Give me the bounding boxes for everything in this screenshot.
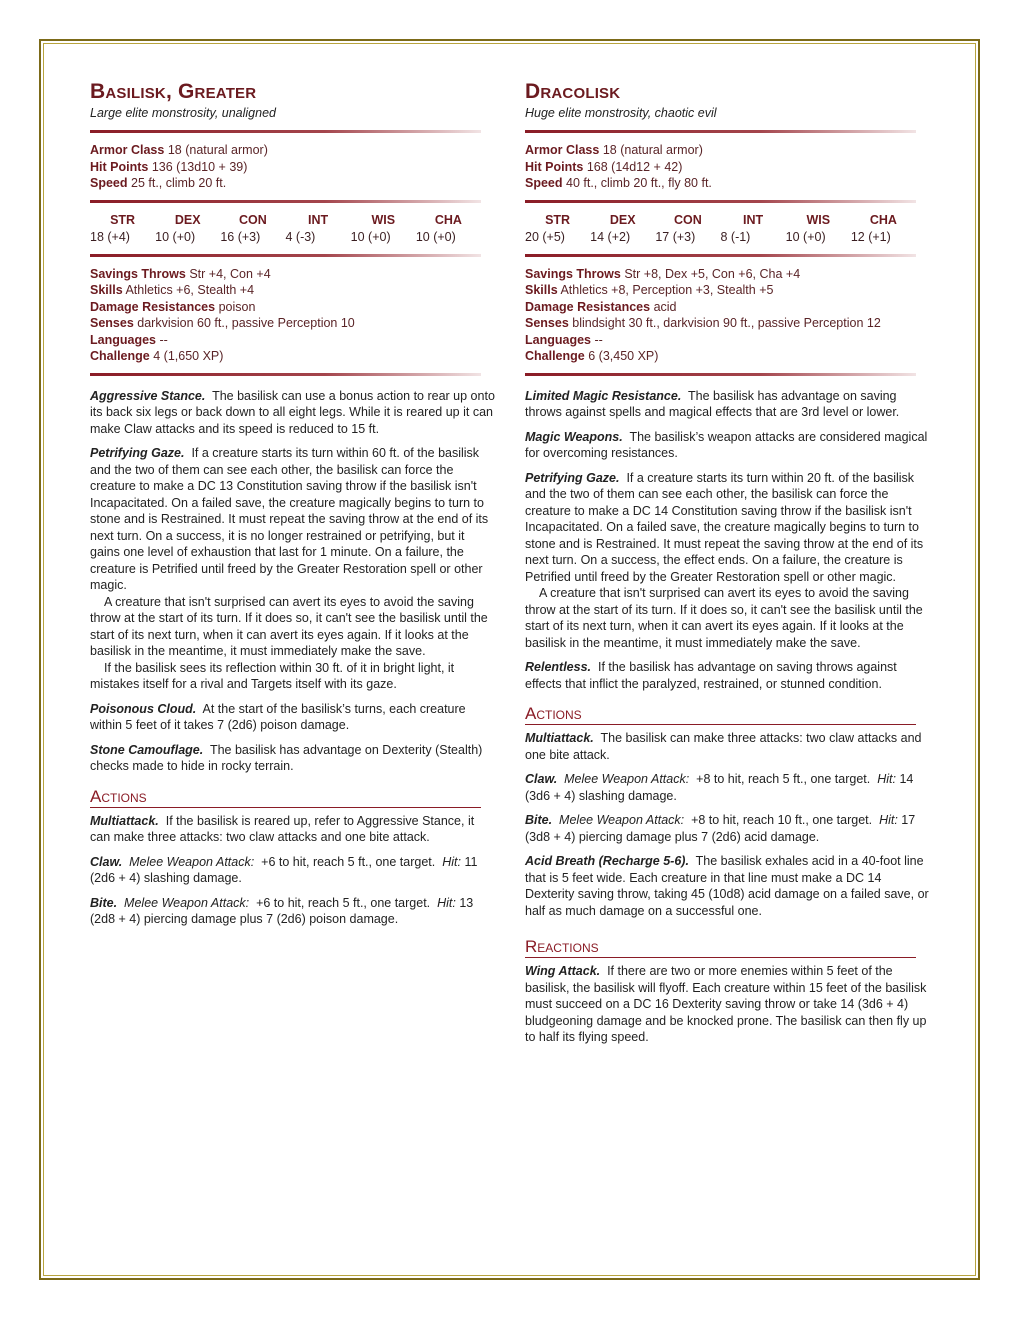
actions-heading: Actions [90,787,481,808]
trait-limited-magic-resistance: Limited Magic Resistance. The basilisk has advantage on saving throws against spells and magical effects that are 3rd level or lower. [525,388,900,419]
armor-class: Armor Class 18 (natural armor) [525,143,703,157]
action-acid-breath: Acid Breath (Recharge 5-6). The basilisk exhales acid in a 40-foot line that is 5 feet wide. Each creature in that line must make a DC 14 Dexterity saving throw, taking 45 (10d8) acid damage on a failed save, or half as much damage on a successful one. [525,854,929,918]
monster-name: Basilisk, Greater [90,80,257,103]
reactions-heading: Reactions [525,937,916,958]
ability-header: WIS [371,212,396,227]
trait-petrifying-gaze: Petrifying Gaze. If a creature starts its turn within 20 ft. of the basilisk and the two of them can see each other, the basilisk can force the creature to make a DC 14 Constitution saving throw if the basilisk isn't Incapacitated. On a failed save, the creature magically begins to turn to stone and is Restrained. It must repeat the saving throw at the end of its next turn. On a success, the effect ends. On a failure, the creature is Petrified until freed by the Greater Restoration spell or other magic. [525,470,924,584]
ability-score: 20 (+5) [525,229,565,244]
languages: Languages -- [90,332,168,347]
ability-score: 16 (+3) [220,229,261,244]
divider [90,254,481,257]
trait-aggressive-stance: Aggressive Stance. The basilisk can use a bonus action to rear up onto its back six legs or back down to all eight legs. While it is reared up it can make Claw attacks and its speed is reduced to 15 ft. [90,388,495,436]
trait-petrifying-gaze: Petrifying Gaze. If a creature starts its turn within 60 ft. of the basilisk and the two of them can see each other, the basilisk can force the creature to make a DC 13 Constitution saving throw if the basilisk isn't Incapacitated. On a failed save, the creature magically begins to turn to stone and is Restrained. It must repeat the saving throw at the end of its next turn. On a success, it is no longer restrained or petrifying, but it gains one level of exhaustion that last for 1 minute. On a failure, the creature is Petrified until freed by the Greater Restoration spell or other magic. [90,446,489,592]
ability-score: 10 (+0) [785,229,826,244]
monster-type: Large elite monstrosity, unaligned [90,106,276,120]
ability-header: CON [239,212,267,227]
senses: Senses darkvision 60 ft., passive Perception 10 [90,316,355,330]
divider [525,200,916,203]
challenge: Challenge 4 (1,650 XP) [90,349,224,363]
ability-header: CHA [869,212,897,227]
monster-type: Huge elite monstrosity, chaotic evil [525,106,717,120]
action-bite: Bite. Melee Weapon Attack: +8 to hit, reach 10 ft., one target. Hit: 17 (3d8 + 4) piercing damage plus 7 (2d6) acid damage. [525,813,916,844]
trait-stone-camouflage: Stone Camouflage. The basilisk has advantage on Dexterity (Stealth) checks made to hide in rocky terrain. [90,742,483,773]
ability-scores [525,212,916,246]
challenge: Challenge 6 (3,450 XP) [525,349,659,363]
action-multiattack: Multiattack. If the basilisk is reared up, refer to Aggressive Stance, it can make three attacks: two claw attacks and one bite attack. [90,813,475,844]
divider [525,254,916,257]
actions-heading: Actions [525,704,916,725]
ability-scores [90,212,481,246]
trait-petrifying-gaze-cont: A creature that isn't surprised can avert its eyes to avoid the saving throw at the start of its turn. If it does so, it can't see the basilisk until the start of its next turn, when it can avert its eyes again. If it looks at the basilisk in the meantime, it must immediately make the save. [90,594,488,658]
speed: Speed 40 ft., climb 20 ft., fly 80 ft. [525,176,712,190]
damage-resistances: Damage Resistances acid [525,299,677,314]
ability-header: STR [110,212,136,227]
damage-resistances: Damage Resistances poison [90,299,256,314]
ability-header: DEX [609,212,636,227]
ability-score: 10 (+0) [350,229,391,244]
divider [525,130,916,133]
statblock-basilisk-greater [90,80,495,936]
ability-header: CHA [434,212,462,227]
ability-score: 14 (+2) [590,229,631,244]
statblock-dracolisk [525,80,930,1054]
hit-points: Hit Points 136 (13d10 + 39) [90,159,248,174]
speed: Speed 25 ft., climb 20 ft. [90,176,227,190]
armor-class: Armor Class 18 (natural armor) [90,143,268,157]
trait-petrifying-gaze-cont: A creature that isn't surprised can avert its eyes to avoid the saving throw at the start of its turn. If it does so, it can't see the basilisk until the start of its next turn, when it can avert its eyes again. If it looks at the basilisk in the meantime, it must immediately make the save. [525,586,923,650]
ability-score: 10 (+0) [415,229,456,244]
skills: Skills Athletics +6, Stealth +4 [90,283,255,297]
trait-magic-weapons: Magic Weapons. The basilisk’s weapon attacks are considered magical for overcoming resistances. [525,429,928,460]
trait-poisonous-cloud: Poisonous Cloud. At the start of the basilisk’s turns, each creature within 5 feet of it takes 7 (2d6) poison damage. [90,701,466,732]
saving-throws: Savings Throws Str +8, Dex +5, Con +6, Cha +4 [525,266,801,281]
divider [525,373,916,376]
hit-points: Hit Points 168 (14d12 + 42) [525,159,683,174]
ability-header: DEX [174,212,201,227]
ability-header: INT [743,212,764,227]
trait-relentless: Relentless. If the basilisk has advantage on saving throws against effects that inflict the paralyzed, restrained, or stunned condition. [525,660,897,691]
trait-petrifying-gaze-reflection: If the basilisk sees its reflection within 30 ft. of it in bright light, it mistakes itself for a rival and Targets itself with its gaze. [90,660,455,691]
ability-score: 18 (+4) [90,229,130,244]
action-claw: Claw. Melee Weapon Attack: +8 to hit, reach 5 ft., one target. Hit: 14 (3d6 + 4) slashing damage. [525,772,914,803]
action-claw: Claw. Melee Weapon Attack: +6 to hit, reach 5 ft., one target. Hit: 11 (2d6 + 4) slashing damage. [90,854,478,885]
ability-score: 10 (+0) [155,229,196,244]
ability-header: CON [674,212,702,227]
ability-score: 8 (-1) [720,229,751,244]
ability-score: 12 (+1) [850,229,891,244]
ability-header: INT [308,212,329,227]
action-multiattack: Multiattack. The basilisk can make three attacks: two claw attacks and one bite attack. [525,731,922,762]
divider [90,373,481,376]
languages: Languages -- [525,332,603,347]
divider [90,130,481,133]
ability-score: 4 (-3) [285,229,316,244]
action-bite: Bite. Melee Weapon Attack: +6 to hit, reach 5 ft., one target. Hit: 13 (2d8 + 4) piercing damage plus 7 (2d6) poison damage. [90,895,474,926]
divider [90,200,481,203]
senses: Senses blindsight 30 ft., darkvision 90 ft., passive Perception 12 [525,316,881,330]
ability-header: WIS [806,212,831,227]
ability-score: 17 (+3) [655,229,696,244]
monster-name: Dracolisk [525,80,621,103]
skills: Skills Athletics +8, Perception +3, Stealth +5 [525,283,774,297]
saving-throws: Savings Throws Str +4, Con +4 [90,266,271,281]
ability-header: STR [545,212,571,227]
reaction-wing-attack: Wing Attack. If there are two or more enemies within 5 feet of the basilisk, the basilisk will flyoff. Each creature within 15 feet of the basilisk must succeed on a DC 16 Dexterity saving throw or take 14 (3d6 + 4) bludgeoning damage and be knocked prone. The basilisk can then fly up to half its flying speed. [525,964,927,1044]
